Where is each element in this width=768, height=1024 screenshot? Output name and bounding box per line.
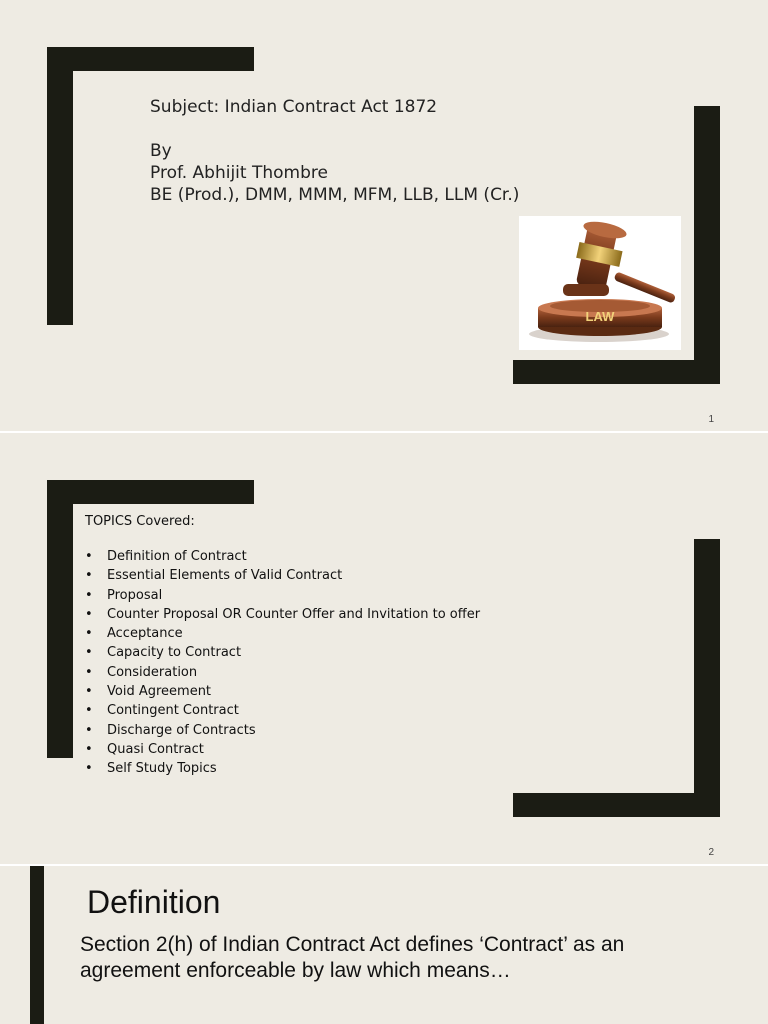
list-item: • Essential Elements of Valid Contract [85,566,480,585]
subject-line: Subject: Indian Contract Act 1872 [150,97,438,117]
bottom-right-bracket-vertical [694,106,720,384]
topics-block [85,514,480,779]
list-item: • Self Study Topics [85,759,480,778]
definition-text: Section 2(h) of Indian Contract Act defines ‘Contract’ as an agreement enforceable by law which means… [80,933,625,982]
top-left-bracket-horizontal [47,480,254,504]
gavel-icon [519,216,681,350]
author-qualifications: BE (Prod.), DMM, MMM, MFM, LLB, LLM (Cr.) [150,185,520,205]
title-block [150,96,519,206]
by-line: By [150,141,172,161]
author-name: Prof. Abhijit Thombre [150,163,328,183]
bottom-right-bracket-horizontal [513,793,720,817]
list-item: • Void Agreement [85,682,480,701]
list-item: • Capacity to Contract [85,643,480,662]
gavel-law-image [519,216,681,350]
list-item: • Discharge of Contracts [85,721,480,740]
bottom-right-bracket-horizontal [513,360,720,384]
bottom-right-bracket-vertical [694,539,720,817]
law-label: LAW [585,309,615,324]
page-number: 1 [708,414,714,425]
slide-title: Definition [87,884,221,920]
topics-heading: TOPICS Covered: [85,514,195,529]
list-item: • Quasi Contract [85,740,480,759]
list-item: • Contingent Contract [85,701,480,720]
list-item: • Counter Proposal OR Counter Offer and Invitation to offer [85,605,480,624]
list-item: • Consideration [85,663,480,682]
topics-list [85,547,480,779]
list-item: • Proposal [85,586,480,605]
left-accent-bar [30,866,44,1024]
list-item: • Acceptance [85,624,480,643]
slide-1 [0,0,768,431]
top-left-bracket-horizontal [47,47,254,71]
top-left-bracket-vertical [47,47,73,325]
top-left-bracket-vertical [47,480,73,758]
page-number: 2 [708,847,714,858]
list-item: • Definition of Contract [85,547,480,566]
